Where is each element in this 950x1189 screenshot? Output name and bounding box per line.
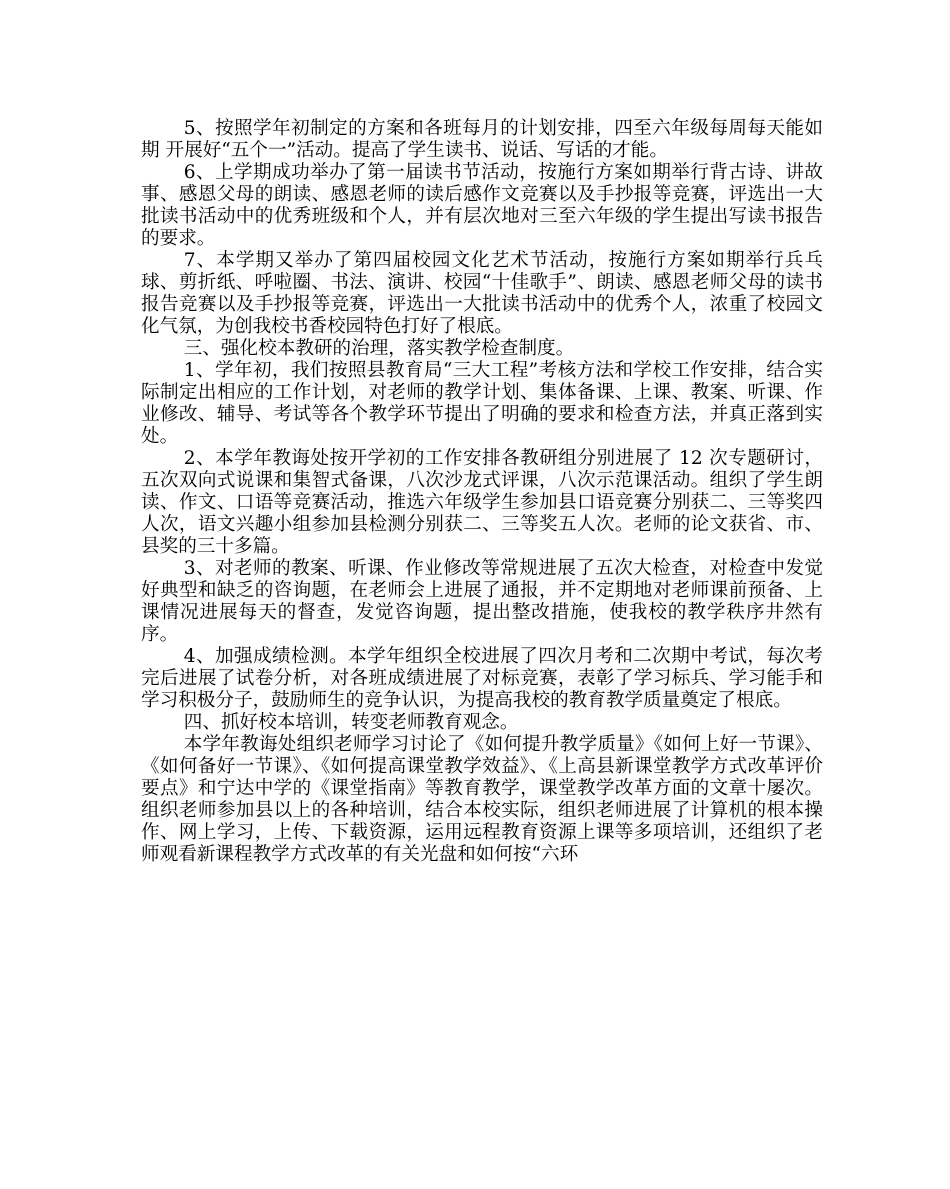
- paragraph-item-6: 6、上学期成功举办了第一届读书节活动，按施行方案如期举行背古诗、讲故事、感恩父母的朗读、感恩老师的读后感作文竞赛以及手抄报等竞赛，评选出一大批读书活动中的优秀班级和个人，并有层次地对三至六年级的学生提出写读书报告的要求。: [141, 162, 823, 249]
- paragraph-item-3: 3、对老师的教案、听课、作业修改等常规进展了五次大检查，对检查中发觉好典型和缺乏的咨询题，在老师会上进展了通报，并不定期地对老师课前预备、上课情况进展每天的督查，发觉咨询题，提出整改措施，使我校的教学秩序井然有序。: [141, 558, 823, 645]
- paragraph-item-2: 2、本学年教诲处按开学初的工作安排各教研组分别进展了 12 次专题研讨，五次双向式说课和集智式备课，八次沙龙式评课，八次示范课活动。组织了学生朗读、作文、口语等竞赛活动，推选六年级学生参加县口语竞赛分别获二、三等奖四人次，语文兴趣小组参加县检测分别获二、三等奖五人次。老师的论文获省、市、县奖的三十多篇。: [141, 448, 823, 557]
- paragraph-item-7: 7、本学期又举办了第四届校园文化艺术节活动，按施行方案如期举行兵乓球、剪折纸、呼啦圈、书法、演讲、校园“十佳歌手”、朗读、感恩老师父母的读书报告竞赛以及手抄报等竞赛，评选出一大批读书活动中的优秀个人，浓重了校园文化气氛，为创我校书香校园特色打好了根底。: [141, 250, 823, 337]
- paragraph-item-5: 5、按照学年初制定的方案和各班每月的计划安排，四至六年级每周每天能如期 开展好“五个一”活动。提高了学生读书、说话、写话的才能。: [141, 118, 823, 161]
- paragraph-item-1: 1、学年初，我们按照县教育局“三大工程”考核方法和学校工作安排，结合实际制定出相应的工作计划，对老师的教学计划、集体备课、上课、教案、听课、作业修改、辅导、考试等各个教学环节提出了明确的要求和检查方法，并真正落到实处。: [141, 360, 823, 447]
- section-heading-4: 四、抓好校本培训，转变老师教育观念。: [183, 712, 519, 733]
- paragraph-item-4: 4、加强成绩检测。本学年组织全校进展了四次月考和二次期中考试，每次考完后进展了试卷分析，对各班成绩进展了对标竞赛，表彰了学习标兵、学习能手和学习积极分子，鼓励师生的竞争认识，为提高我校的教育教学质量奠定了根底。: [141, 646, 823, 711]
- paragraph-training: 本学年教诲处组织老师学习讨论了《如何提升教学质量》《如何上好一节课》、《如何备好一节课》、《如何提高课堂教学效益》、《上高县新课堂教学方式改革评价要点》和宁达中学的《课堂指南》等教育教学，课堂教学改革方面的文章十屡次。组织老师参加县以上的各种培训，结合本校实际，组织老师进展了计算机的根本操作、网上学习，上传、下载资源，运用远程教育资源上课等多项培训，还组织了老师观看新课程教学方式改革的有关光盘和如何按“六环: [141, 734, 823, 865]
- section-heading-3: 三、强化校本教研的治理，落实教学检查制度。: [183, 338, 575, 359]
- document-body: [141, 118, 823, 866]
